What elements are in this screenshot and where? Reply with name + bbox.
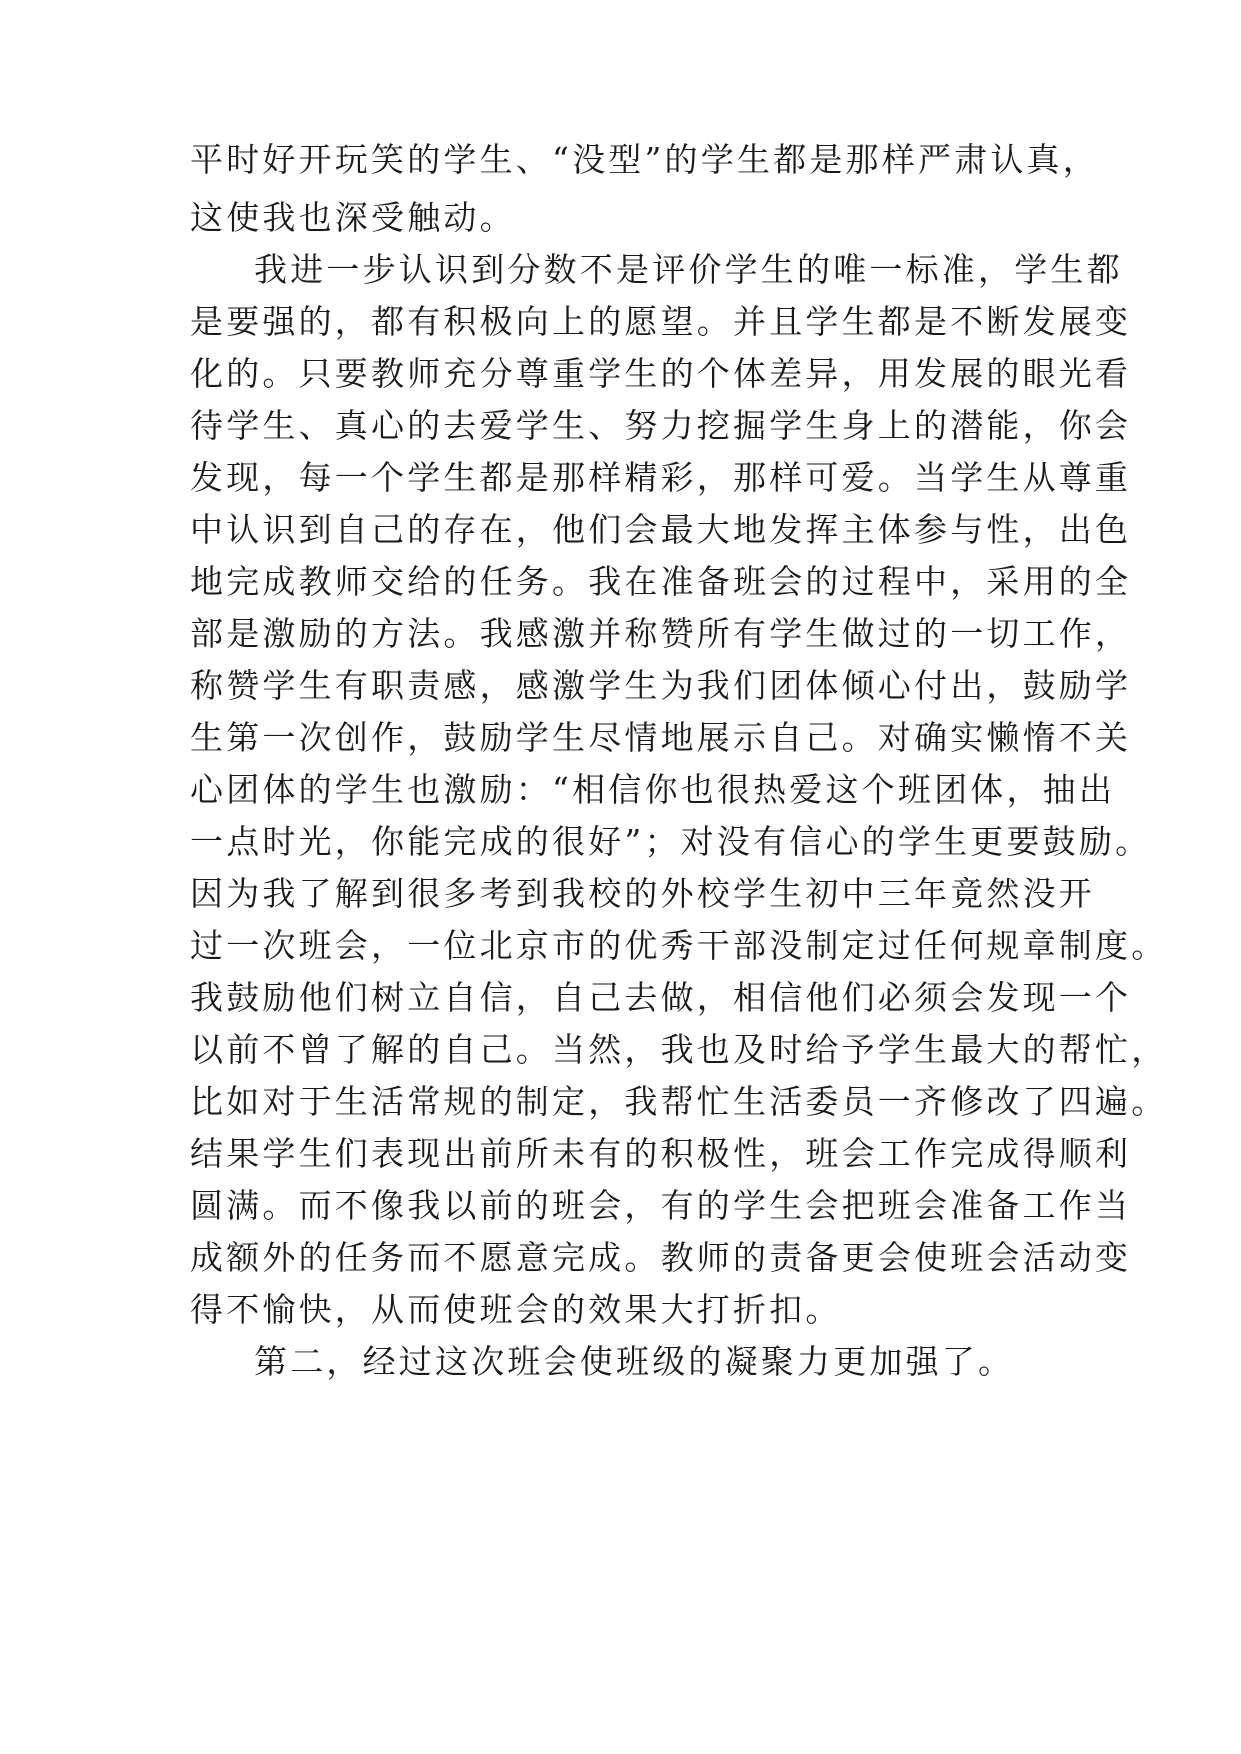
text-line: 地完成教师交给的任务。我在准备班会的过程中，采用的全 <box>190 562 1132 601</box>
text-line: 是要强的，都有积极向上的愿望。并且学生都是不断发展变 <box>190 302 1132 341</box>
paragraph-first-line: 第二，经过这次班会使班级的凝聚力更加强了。 <box>254 1342 1015 1381</box>
text-line: 过一次班会，一位北京市的优秀干部没制定过任何规章制度。 <box>190 926 1168 965</box>
text-line: 一点时光，你能完成的很好”；对没有信心的学生更要鼓励。 <box>190 822 1152 861</box>
text-line: 心团体的学生也激励：“相信你也很热爱这个班团体，抽出 <box>190 770 1116 809</box>
text-line: 圆满。而不像我以前的班会，有的学生会把班会准备工作当 <box>190 1186 1132 1225</box>
text-line: 中认识到自己的存在，他们会最大地发挥主体参与性，出色 <box>190 510 1132 549</box>
text-line: 以前不曾了解的自己。当然，我也及时给予学生最大的帮忙， <box>190 1030 1168 1069</box>
text-line: 比如对于生活常规的制定，我帮忙生活委员一齐修改了四遍。 <box>190 1082 1168 1121</box>
text-line: 称赞学生有职责感，感激学生为我们团体倾心付出，鼓励学 <box>190 666 1132 705</box>
text-line: 这使我也深受触动。 <box>190 198 516 237</box>
text-line: 我鼓励他们树立自信，自己去做，相信他们必须会发现一个 <box>190 978 1132 1017</box>
text-line: 部是激励的方法。我感激并称赞所有学生做过的一切工作， <box>190 614 1132 653</box>
text-line: 成额外的任务而不愿意完成。教师的责备更会使班会活动变 <box>190 1238 1132 1277</box>
text-line: 因为我了解到很多考到我校的外校学生初中三年竟然没开 <box>190 874 1095 913</box>
text-line: 得不愉快，从而使班会的效果大打折扣。 <box>190 1290 842 1329</box>
paragraph-first-line: 我进一步认识到分数不是评价学生的唯一标准，学生都 <box>254 250 1123 289</box>
text-line: 待学生、真心的去爱学生、努力挖掘学生身上的潜能，你会 <box>190 406 1132 445</box>
text-line: 结果学生们表现出前所未有的积极性，班会工作完成得顺利 <box>190 1134 1132 1173</box>
text-line: 生第一次创作，鼓励学生尽情地展示自己。对确实懒惰不关 <box>190 718 1132 757</box>
text-line: 平时好开玩笑的学生、“没型”的学生都是那样严肃认真， <box>190 140 1099 179</box>
text-line: 发现，每一个学生都是那样精彩，那样可爱。当学生从尊重 <box>190 458 1132 497</box>
text-line: 化的。只要教师充分尊重学生的个体差异，用发展的眼光看 <box>190 354 1132 393</box>
